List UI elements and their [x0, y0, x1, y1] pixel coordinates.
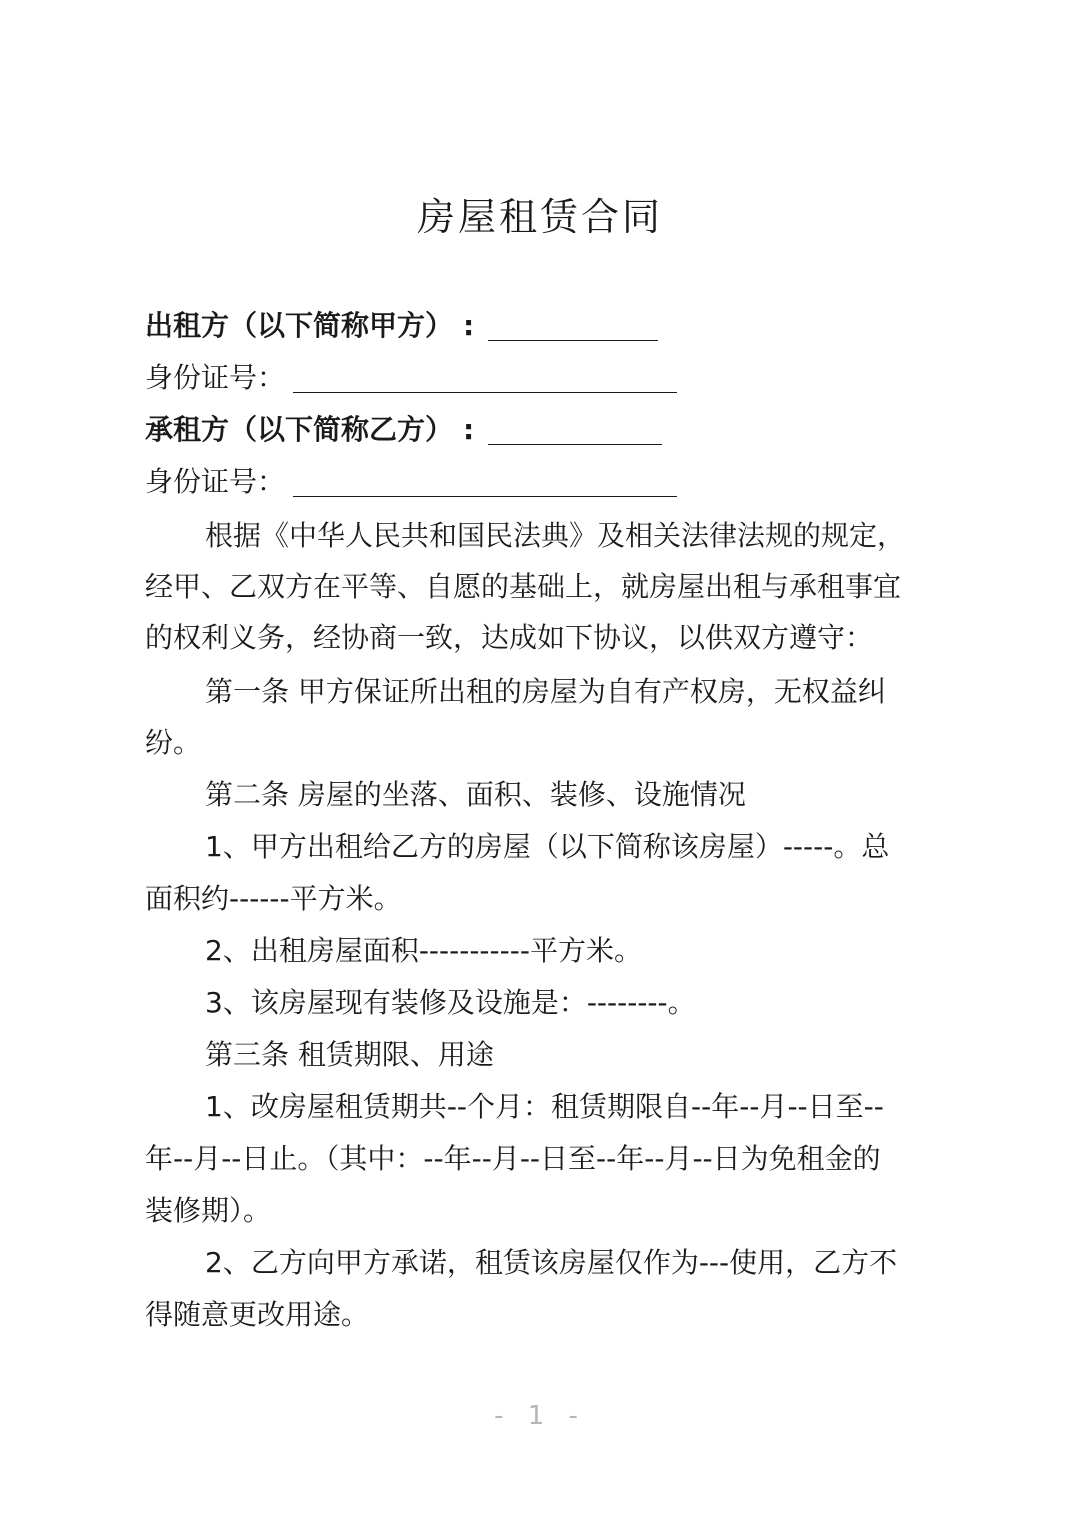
lessor-line [145, 306, 658, 346]
lessor-id-blank-field[interactable] [293, 362, 677, 393]
article-3-item-1-line-1: 1、改房屋租赁期共--个月：租赁期限自--年--月--日至-- [205, 1090, 884, 1123]
lessee-id-line [145, 462, 677, 502]
article-2-item-1-line-1: 1、甲方出租给乙方的房屋（以下简称该房屋）-----。总 [205, 830, 890, 863]
article-2-item-3: 3、该房屋现有装修及设施是：--------。 [205, 986, 696, 1019]
article-3-item-1-line-2: 年--月--日止。（其中：--年--月--日至--年--月--日为免租金的 [145, 1142, 881, 1175]
lessee-line [145, 410, 662, 450]
lessee-blank-field[interactable] [488, 414, 662, 445]
body-line-3: 的权利义务，经协商一致，达成如下协议，以供双方遵守： [145, 621, 874, 654]
lessor-colon: : [463, 309, 475, 342]
article-2-item-2: 2、出租房屋面积-----------平方米。 [205, 934, 642, 967]
article-3-heading: 第三条 租赁期限、用途 [205, 1038, 494, 1071]
article-2-item-1-line-2: 面积约------平方米。 [145, 882, 402, 915]
article-3-item-2-line-2: 得随意更改用途。 [145, 1298, 370, 1331]
lessee-label: 承租方（以下简称乙方） [145, 413, 454, 446]
lessor-id-line [145, 358, 677, 398]
document-title: 房屋租赁合同 [416, 195, 663, 239]
page-number: - 1 - [494, 1401, 586, 1431]
lessor-blank-field[interactable] [488, 310, 658, 341]
lessee-id-blank-field[interactable] [293, 466, 677, 497]
lessee-colon: : [463, 413, 475, 446]
lessor-label: 出租方（以下简称甲方） [145, 309, 454, 342]
body-line-1: 根据《中华人民共和国民法典》及相关法律法规的规定， [205, 519, 906, 552]
lessor-id-label: 身份证号： [145, 361, 286, 394]
lessee-id-label: 身份证号： [145, 465, 286, 498]
article-1-line-1: 第一条 甲方保证所出租的房屋为自有产权房，无权益纠 [205, 675, 886, 708]
article-2-heading: 第二条 房屋的坐落、面积、装修、设施情况 [205, 778, 746, 811]
article-1-line-2: 纷。 [145, 726, 202, 759]
article-3-item-2-line-1: 2、乙方向甲方承诺，租赁该房屋仅作为---使用，乙方不 [205, 1246, 898, 1279]
body-line-2: 经甲、乙双方在平等、自愿的基础上，就房屋出租与承租事宜 [145, 570, 902, 603]
article-3-item-1-line-3: 装修期）。 [145, 1194, 272, 1227]
